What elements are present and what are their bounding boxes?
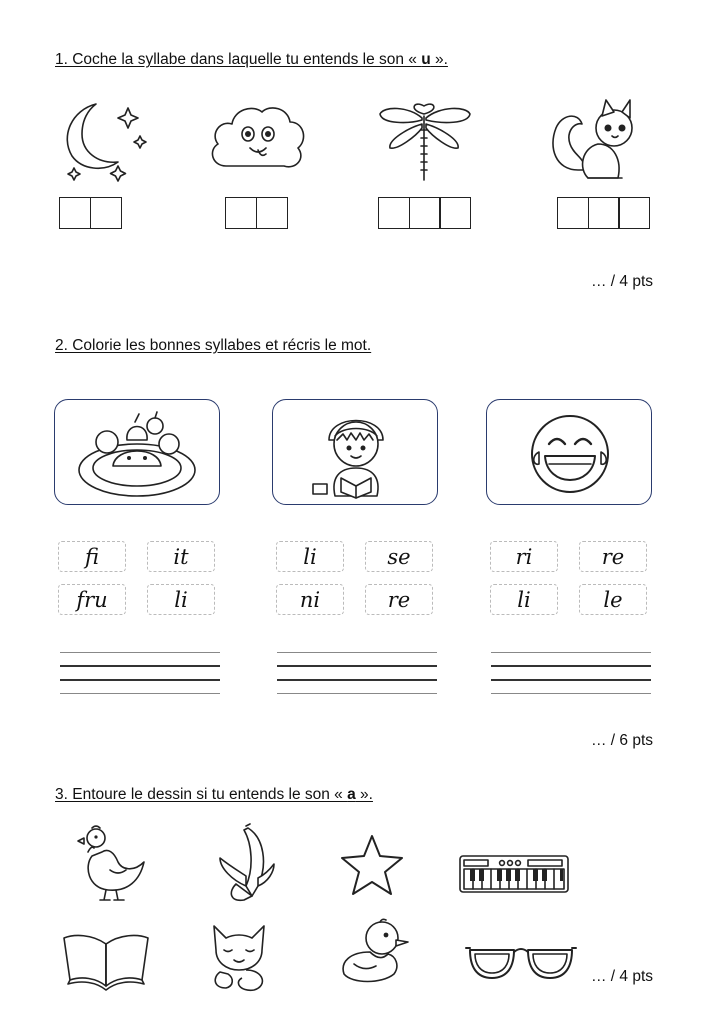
exercise3-title	[55, 786, 373, 804]
syllable-option[interactable]: le	[579, 584, 647, 615]
exercise3-title-sound: a	[347, 786, 356, 803]
dragonfly-icon	[378, 100, 472, 184]
syllable-option[interactable]: re	[579, 541, 647, 572]
answer-boxes-3[interactable]	[378, 197, 471, 229]
syllable-option[interactable]: fi	[58, 541, 126, 572]
writing-lines-1[interactable]	[60, 652, 220, 694]
exercise1-title-sound: u	[421, 51, 431, 68]
syllable-option[interactable]: ri	[490, 541, 558, 572]
syllable-option[interactable]: li	[147, 584, 215, 615]
picture-frame-2	[272, 399, 438, 505]
exercise2-score: … / 6 pts	[591, 732, 654, 749]
laughing-face-icon	[487, 400, 653, 506]
glasses-icon[interactable]	[466, 944, 576, 984]
exercise1-title-prefix: 1. Coche la syllabe dans laquelle tu entends le son «	[55, 51, 422, 68]
duck-icon[interactable]	[336, 918, 412, 988]
syllable-option[interactable]: se	[365, 541, 433, 572]
moon-icon	[58, 100, 150, 186]
syllable-option[interactable]: li	[276, 541, 344, 572]
syllable-option[interactable]: re	[365, 584, 433, 615]
syllable-option[interactable]: li	[490, 584, 558, 615]
syllable-option[interactable]: fru	[58, 584, 126, 615]
checkbox[interactable]	[256, 197, 288, 229]
checkbox[interactable]	[90, 197, 122, 229]
checkbox[interactable]	[618, 197, 650, 229]
answer-boxes-4[interactable]	[557, 197, 650, 229]
answer-boxes-2[interactable]	[225, 197, 288, 229]
cloud-icon	[208, 104, 308, 172]
picture-frame-1	[54, 399, 220, 505]
checkbox[interactable]	[409, 197, 441, 229]
checkbox[interactable]	[59, 197, 91, 229]
picture-frame-3	[486, 399, 652, 505]
checkbox[interactable]	[557, 197, 589, 229]
answer-boxes-1[interactable]	[59, 197, 122, 229]
fox-icon[interactable]	[206, 920, 272, 992]
star-icon[interactable]	[338, 832, 406, 898]
exercise1-title	[55, 51, 448, 69]
open-book-icon[interactable]	[60, 928, 152, 990]
checkbox[interactable]	[225, 197, 257, 229]
checkbox[interactable]	[439, 197, 471, 229]
exercise3-title-prefix: 3. Entoure le dessin si tu entends le son «	[55, 786, 348, 803]
syllable-option[interactable]: it	[147, 541, 215, 572]
squirrel-icon	[548, 98, 640, 184]
checkbox[interactable]	[588, 197, 620, 229]
writing-lines-2[interactable]	[277, 652, 437, 694]
piano-keyboard-icon[interactable]	[458, 854, 570, 894]
exercise1-title-suffix: ».	[430, 51, 448, 68]
checkbox[interactable]	[378, 197, 410, 229]
exercise3-score: … / 4 pts	[591, 968, 654, 985]
exercise3-title-suffix: ».	[355, 786, 373, 803]
exercise1-score: … / 4 pts	[591, 273, 654, 290]
child-reading-icon	[273, 400, 439, 506]
hen-icon[interactable]	[78, 826, 150, 902]
fruits-icon	[55, 400, 221, 506]
syllable-option[interactable]: ni	[276, 584, 344, 615]
writing-lines-3[interactable]	[491, 652, 651, 694]
banana-icon[interactable]	[212, 824, 278, 904]
exercise2-title: 2. Colorie les bonnes syllabes et récris le mot.	[55, 337, 372, 354]
